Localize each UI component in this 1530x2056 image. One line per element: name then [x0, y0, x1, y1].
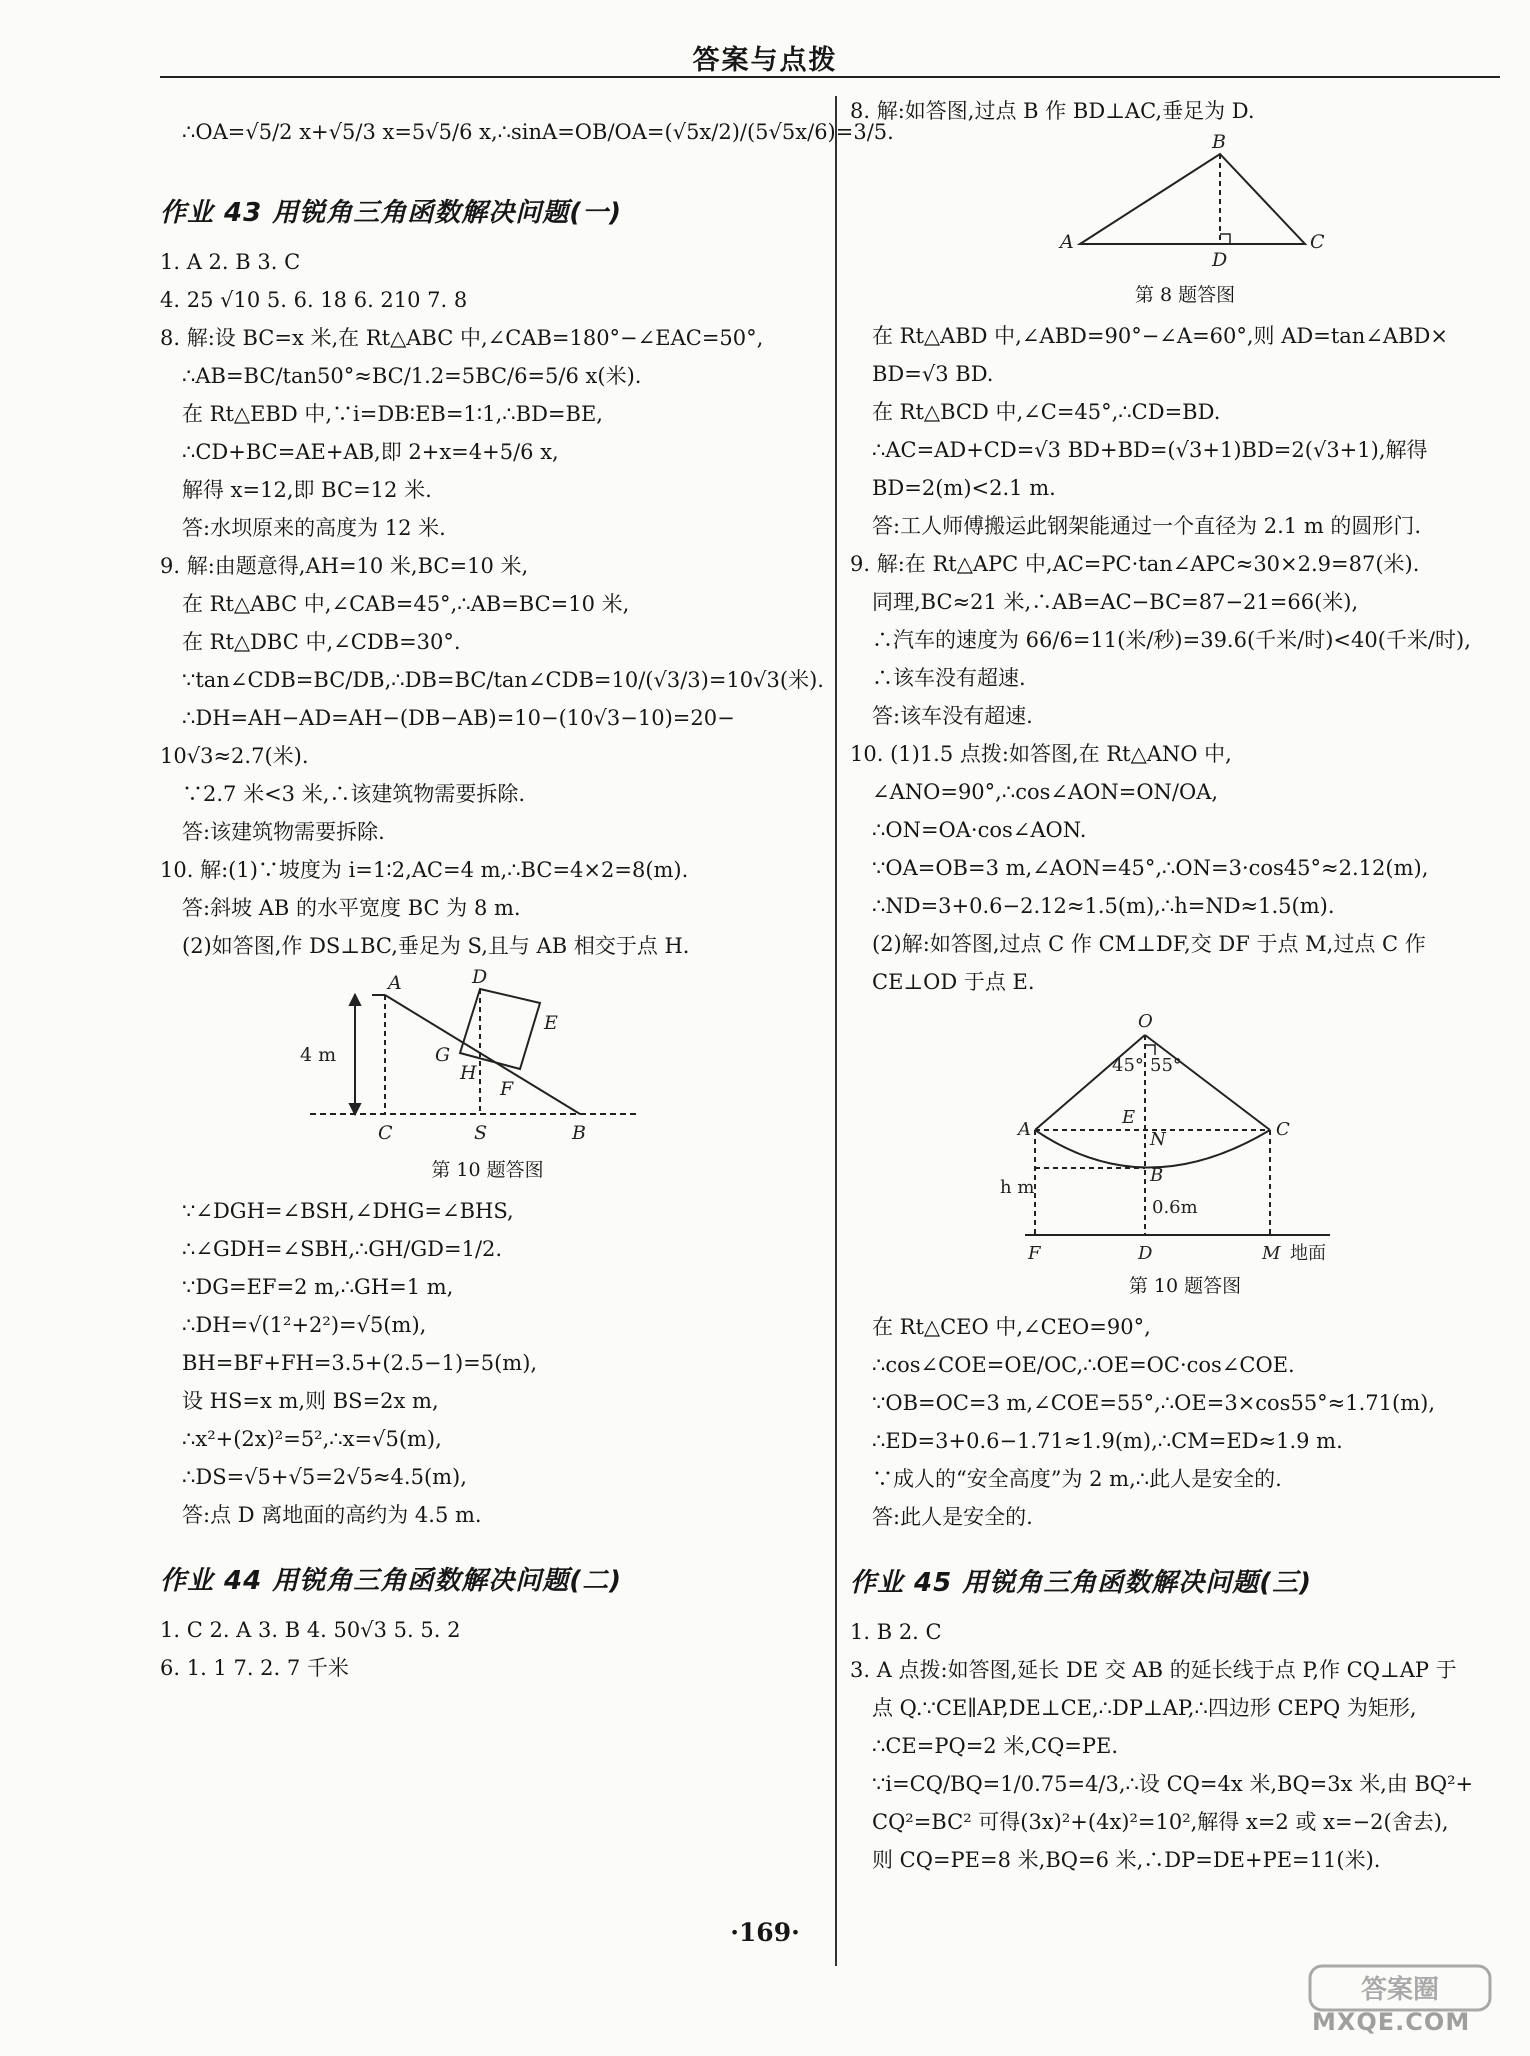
answer-line: 答:斜坡 AB 的水平宽度 BC 为 8 m.: [182, 896, 521, 920]
answer-line: ∵tan∠CDB=BC/DB,∴DB=BC/tan∠CDB=10/(√3/3)=10√3(米).: [182, 668, 824, 692]
answer-line: ∵i=CQ/BQ=1/0.75=4/3,∴设 CQ=4x 米,BQ=3x 米,由 BQ²+: [872, 1772, 1474, 1796]
fig-label: F: [1028, 1243, 1041, 1264]
answer-line: ∴x²+(2x)²=5²,∴x=√5(m),: [182, 1427, 442, 1451]
answer-line: 点 Q.∵CE∥AP,DE⊥CE,∴DP⊥AP,∴四边形 CEPQ 为矩形,: [872, 1696, 1417, 1720]
section-44-title: 作业 44 用锐角三角函数解决问题(二): [160, 1566, 623, 1596]
answer-line: 1. A 2. B 3. C: [160, 250, 301, 274]
fig-label: E: [1122, 1107, 1136, 1128]
fig-label: B: [1150, 1165, 1164, 1186]
answer-line: 10. 解:(1)∵坡度为 i=1∶2,AC=4 m,∴BC=4×2=8(m).: [160, 858, 689, 882]
answer-line: 8. 解:如答图,过点 B 作 BD⊥AC,垂足为 D.: [850, 99, 1255, 123]
fig-label: F: [500, 1078, 514, 1100]
answer-line: ∴DH=√(1²+2²)=√5(m),: [182, 1313, 427, 1337]
answer-line: 答:此人是安全的.: [872, 1505, 1033, 1529]
fig-label: M: [1262, 1243, 1281, 1264]
fig-label: G: [435, 1044, 451, 1066]
fig-label: C: [1310, 231, 1325, 253]
answer-line: 在 Rt△EBD 中,∵i=DB∶EB=1∶1,∴BD=BE,: [182, 402, 603, 426]
answer-line: 设 HS=x m,则 BS=2x m,: [182, 1389, 439, 1413]
fig-label: C: [378, 1122, 393, 1144]
answer-line: ∴AC=AD+CD=√3 BD+BD=(√3+1)BD=2(√3+1),解得: [872, 438, 1428, 462]
fig-label: O: [1138, 1011, 1153, 1032]
header-rule: [160, 76, 1500, 78]
fig-label: A: [1060, 231, 1074, 253]
triangle-abc: [1080, 154, 1305, 244]
angle-mark: [1145, 1045, 1155, 1055]
fig-label: D: [1212, 249, 1228, 271]
answer-line: ∵OB=OC=3 m,∠COE=55°,∴OE=3×cos55°≈1.71(m),: [872, 1391, 1436, 1415]
answer-line: CE⊥OD 于点 E.: [872, 970, 1035, 994]
answer-line: CQ²=BC² 可得(3x)²+(4x)²=10²,解得 x=2 或 x=−2(舍去),: [872, 1810, 1449, 1834]
answer-line: ∴DS=√5+√5=2√5≈4.5(m),: [182, 1465, 467, 1489]
fig-label: B: [572, 1122, 586, 1144]
answer-line: BD=√3 BD.: [872, 362, 994, 386]
fig-label: E: [544, 1012, 558, 1034]
answer-line: 1. C 2. A 3. B 4. 50√3 5. 5. 2: [160, 1618, 461, 1642]
answer-line: 9. 解:由题意得,AH=10 米,BC=10 米,: [160, 554, 529, 578]
answer-line: 在 Rt△ABC 中,∠CAB=45°,∴AB=BC=10 米,: [182, 592, 630, 616]
fig-label: 45°: [1112, 1055, 1144, 1076]
answer-line: ∠ANO=90°,∴cos∠AON=ON/OA,: [872, 780, 1219, 804]
rope-oc: [1145, 1035, 1270, 1130]
slope-figure: [160, 969, 815, 1149]
right-angle-mark: [1220, 234, 1230, 244]
watermark-text: MXQE.COM: [1312, 2008, 1471, 2036]
answer-line: ∵∠DGH=∠BSH,∠DHG=∠BHS,: [182, 1199, 514, 1223]
swing-figure: [850, 1005, 1520, 1265]
top-formula: ∴OA=√5/2 x+√5/3 x=5√5/6 x,∴sinA=OB/OA=(√5x/2)/(5√5x/6)=3/5.: [182, 120, 894, 144]
fig-label: H: [460, 1062, 477, 1084]
answer-line: 答:水坝原来的高度为 12 米.: [182, 516, 446, 540]
answer-line: 4. 25 √10 5. 6. 18 6. 210 7. 8: [160, 288, 468, 312]
fig-label: D: [472, 969, 488, 988]
watermark-label: 答案圈: [1360, 1975, 1440, 2005]
answer-line: 则 CQ=PE=8 米,BQ=6 米,∴DP=DE+PE=11(米).: [872, 1848, 1381, 1872]
answer-line: ∴CD+BC=AE+AB,即 2+x=4+5/6 x,: [182, 440, 559, 464]
answer-line: ∴ED=3+0.6−1.71≈1.9(m),∴CM=ED≈1.9 m.: [872, 1429, 1343, 1453]
answer-line: ∵DG=EF=2 m,∴GH=1 m,: [182, 1275, 454, 1299]
fig-label: h m: [1000, 1177, 1035, 1198]
answer-line: BD=2(m)<2.1 m.: [872, 476, 1056, 500]
arrow-up: [350, 995, 360, 1005]
fig-label: 0.6m: [1152, 1197, 1198, 1218]
fig-label: C: [1276, 1119, 1290, 1140]
answer-line: 1. B 2. C: [850, 1620, 942, 1644]
section-43-lines: [160, 247, 824, 961]
answer-line: ∴ON=OA·cos∠AON.: [872, 818, 1087, 842]
answer-line: 答:点 D 离地面的高约为 4.5 m.: [182, 1503, 482, 1527]
left-column: [160, 96, 894, 1691]
fig-label: N: [1150, 1129, 1166, 1150]
answer-line: 3. A 点拨:如答图,延长 DE 交 AB 的延长线于点 P,作 CQ⊥AP 于: [850, 1658, 1457, 1682]
fig-label: S: [474, 1122, 488, 1144]
answer-line: ∵2.7 米<3 米,∴该建筑物需要拆除.: [182, 782, 526, 806]
answer-line: ∴∠GDH=∠SBH,∴GH/GD=1/2.: [182, 1237, 503, 1261]
answer-line: 答:工人师傅搬运此钢架能通过一个直径为 2.1 m 的圆形门.: [872, 514, 1422, 538]
section-43-lines2: [160, 1196, 815, 1530]
figure-caption: 第 10 题答图: [1128, 1275, 1242, 1297]
right-column: [850, 96, 1520, 1883]
answer-line: BH=BF+FH=3.5+(2.5−1)=5(m),: [182, 1351, 538, 1375]
answer-line: ∴cos∠COE=OE/OC,∴OE=OC·cos∠COE.: [872, 1353, 1295, 1377]
watermark-logo: [1290, 1960, 1510, 2040]
page-header-title: 答案与点拨: [692, 45, 838, 76]
figure-caption: 第 10 题答图: [431, 1159, 544, 1181]
column-divider: [835, 96, 837, 1966]
answer-line: (2)解:如答图,过点 C 作 CM⊥DF,交 DF 于点 M,过点 C 作: [872, 932, 1426, 956]
answer-line: 6. 1. 1 7. 2. 7 千米: [160, 1656, 349, 1680]
answer-line: ∴该车没有超速.: [872, 666, 1026, 690]
answer-line: ∴DH=AH−AD=AH−(DB−AB)=10−(10√3−10)=20−: [182, 706, 735, 730]
answer-line: 在 Rt△ABD 中,∠ABD=90°−∠A=60°,则 AD=tan∠ABD×: [872, 324, 1448, 348]
section-45-title: 作业 45 用锐角三角函数解决问题(三): [850, 1568, 1313, 1598]
answer-line: 在 Rt△DBC 中,∠CDB=30°.: [182, 630, 461, 654]
answer-line: (2)如答图,作 DS⊥BC,垂足为 S,且与 AB 相交于点 H.: [182, 934, 690, 958]
box-dgfe: [460, 989, 540, 1069]
triangle-figure: [850, 134, 1520, 274]
answer-line: ∴ND=3+0.6−2.12≈1.5(m),∴h=ND≈1.5(m).: [872, 894, 1335, 918]
fig-label: A: [388, 972, 402, 994]
answer-line: ∴CE=PQ=2 米,CQ=PE.: [872, 1734, 1119, 1758]
answer-line: 10√3≈2.7(米).: [160, 744, 309, 768]
fig-label: 55°: [1150, 1055, 1182, 1076]
answer-line: ∴AB=BC/tan50°≈BC/1.2=5BC/6=5/6 x(米).: [182, 364, 642, 388]
answer-line: ∴汽车的速度为 66/6=11(米/秒)=39.6(千米/时)<40(千米/时),: [872, 628, 1471, 652]
fig-label: B: [1212, 134, 1226, 153]
fig-label: D: [1138, 1243, 1153, 1264]
answer-line: 在 Rt△BCD 中,∠C=45°,∴CD=BD.: [872, 400, 1221, 424]
answer-line: ∵成人的“安全高度”为 2 m,∴此人是安全的.: [872, 1467, 1282, 1491]
fig-label: A: [1018, 1119, 1031, 1140]
answer-line: 解得 x=12,即 BC=12 米.: [182, 478, 432, 502]
fig-label: 地面: [1290, 1243, 1326, 1264]
page-number: ·169·: [730, 1918, 800, 1947]
answer-line: 答:该建筑物需要拆除.: [182, 820, 385, 844]
section-43-title: 作业 43 用锐角三角函数解决问题(一): [160, 198, 623, 228]
answer-line: 同理,BC≈21 米,∴AB=AC−BC=87−21=66(米),: [872, 590, 1359, 614]
arrow-down: [350, 1104, 360, 1114]
answer-line: ∵OA=OB=3 m,∠AON=45°,∴ON=3·cos45°≈2.12(m),: [872, 856, 1429, 880]
fig-label: 4 m: [300, 1044, 337, 1066]
answer-line: 在 Rt△CEO 中,∠CEO=90°,: [872, 1315, 1151, 1339]
figure-caption: 第 8 题答图: [1134, 284, 1236, 306]
answer-line: 答:该车没有超速.: [872, 704, 1033, 728]
answer-line: 10. (1)1.5 点拨:如答图,在 Rt△ANO 中,: [850, 742, 1232, 766]
answer-line: 8. 解:设 BC=x 米,在 Rt△ABC 中,∠CAB=180°−∠EAC=50°,: [160, 326, 764, 350]
answer-line: 9. 解:在 Rt△APC 中,AC=PC·tan∠APC≈30×2.9=87(米).: [850, 552, 1420, 576]
